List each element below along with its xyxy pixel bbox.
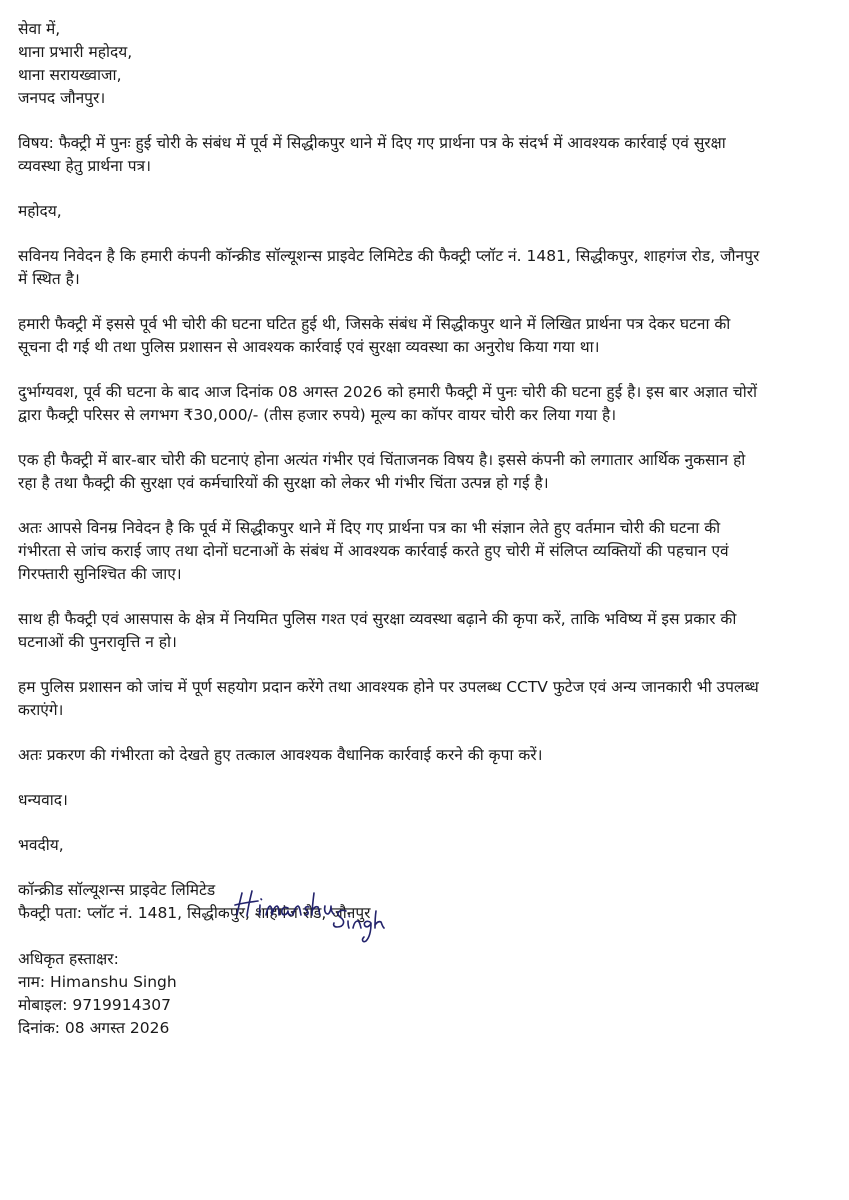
closing: भवदीय, [18,836,64,854]
address-line: थाना सरायख्वाजा, [18,66,122,84]
signature-icon [230,885,410,945]
paragraph-line: साथ ही फैक्ट्री एवं आसपास के क्षेत्र में नियमित पुलिस गश्त एवं सुरक्षा व्यवस्था बढ़ाने की कृपा करें, ताकि भविष्य में इस प्रकार की [18,610,737,628]
company-address: फैक्ट्री पता: प्लॉट नं. 1481, सिद्धीकपुर, शाहगंज रोड, जौनपुर [18,904,371,922]
paragraph-line: हम पुलिस प्रशासन को जांच में पूर्ण सहयोग प्रदान करेंगे तथा आवश्यक होने पर उपलब्ध CCTV फुटेज एवं अन्य जानकारी भी उपलब्ध [18,678,759,696]
paragraph-line: दुर्भाग्यवश, पूर्व की घटना के बाद आज दिनांक 08 अगस्त 2026 को हमारी फैक्ट्री में पुनः चोरी की घटना हुई है। इस बार अज्ञात चोरों [18,383,758,401]
paragraph-current-theft [18,381,833,427]
thanks: धन्यवाद। [18,791,68,809]
letter [18,18,833,1040]
paragraph-patrol [18,608,833,654]
address-line: थाना प्रभारी महोदय, [18,43,133,61]
salutation: महोदय, [18,202,62,220]
paragraph-request [18,517,833,586]
paragraph-line: हमारी फैक्ट्री में इससे पूर्व भी चोरी की घटना घटित हुई थी, जिसके संबंध में सिद्धीकपुर थाने में लिखित प्रार्थना पत्र देकर घटना की [18,315,731,333]
company-block [18,879,833,925]
handwritten-signature [230,885,410,945]
recipient-address [18,18,833,110]
address-line: सेवा में, [18,20,61,38]
paragraph-line: में स्थित है। [18,270,80,288]
paragraph-line: गंभीरता से जांच कराई जाए तथा दोनों घटनाओं के संबंध में आवश्यक कार्रवाई करते हुए चोरी में संलिप्त व्यक्तियों की पहचान एवं [18,542,729,560]
paragraph-cooperation [18,676,833,722]
paragraph-final-request [18,744,833,767]
signatory-name: नाम: Himanshu Singh [18,973,177,991]
paragraph-line: घटनाओं की पुनरावृत्ति न हो। [18,633,177,651]
paragraph-line: द्वारा फैक्ट्री परिसर से लगभग ₹30,000/- (तीस हजार रुपये) मूल्य का कॉपर वायर चोरी कर लिया गया है। [18,406,617,424]
subject-line: व्यवस्था हेतु प्रार्थना पत्र। [18,157,151,175]
paragraph-line: कराएंगे। [18,701,64,719]
signatory-mobile: मोबाइल: 9719914307 [18,996,172,1014]
paragraph-line: एक ही फैक्ट्री में बार-बार चोरी की घटनाएं होना अत्यंत गंभीर एवं चिंताजनक विषय है। इससे कंपनी को लगातार आर्थिक नुकसान हो [18,451,746,469]
paragraph-previous-theft [18,313,833,359]
paragraph-line: गिरफ्तारी सुनिश्चित की जाए। [18,565,182,583]
paragraph-line: सविनय निवेदन है कि हमारी कंपनी कॉन्क्रीड सॉल्यूशन्स प्राइवेट लिमिटेड की फैक्ट्री प्लॉट नं. 1481, सिद्धीकपुर, शाहगंज रोड, जौनपुर [18,247,760,265]
signatory-date: दिनांक: 08 अगस्त 2026 [18,1019,170,1037]
signatory-block [18,948,833,1040]
subject [18,132,833,178]
paragraph-line: सूचना दी गई थी तथा पुलिस प्रशासन से आवश्यक कार्रवाई एवं सुरक्षा व्यवस्था का अनुरोध किया गया था। [18,338,600,356]
paragraph-line: अतः आपसे विनम्र निवेदन है कि पूर्व में सिद्धीकपुर थाने में दिए गए प्रार्थना पत्र का भी संज्ञान लेते हुए वर्तमान चोरी की घटना की [18,519,721,537]
paragraph-line: रहा है तथा फैक्ट्री की सुरक्षा एवं कर्मचारियों की सुरक्षा को लेकर भी गंभीर चिंता उत्पन्न हो गई है। [18,474,549,492]
signatory-label: अधिकृत हस्ताक्षर: [18,950,119,968]
company-name: कॉन्क्रीड सॉल्यूशन्स प्राइवेट लिमिटेड [18,881,216,899]
paragraph-company-location [18,245,833,291]
paragraph-concern [18,449,833,495]
address-line: जनपद जौनपुर। [18,89,106,107]
paragraph-line: अतः प्रकरण की गंभीरता को देखते हुए तत्काल आवश्यक वैधानिक कार्रवाई करने की कृपा करें। [18,746,543,764]
subject-line: विषय: फैक्ट्री में पुनः हुई चोरी के संबंध में पूर्व में सिद्धीकपुर थाने में दिए गए प्रार्थना पत्र के संदर्भ में आवश्यक कार्रवाई एवं सुरक्षा [18,134,726,152]
